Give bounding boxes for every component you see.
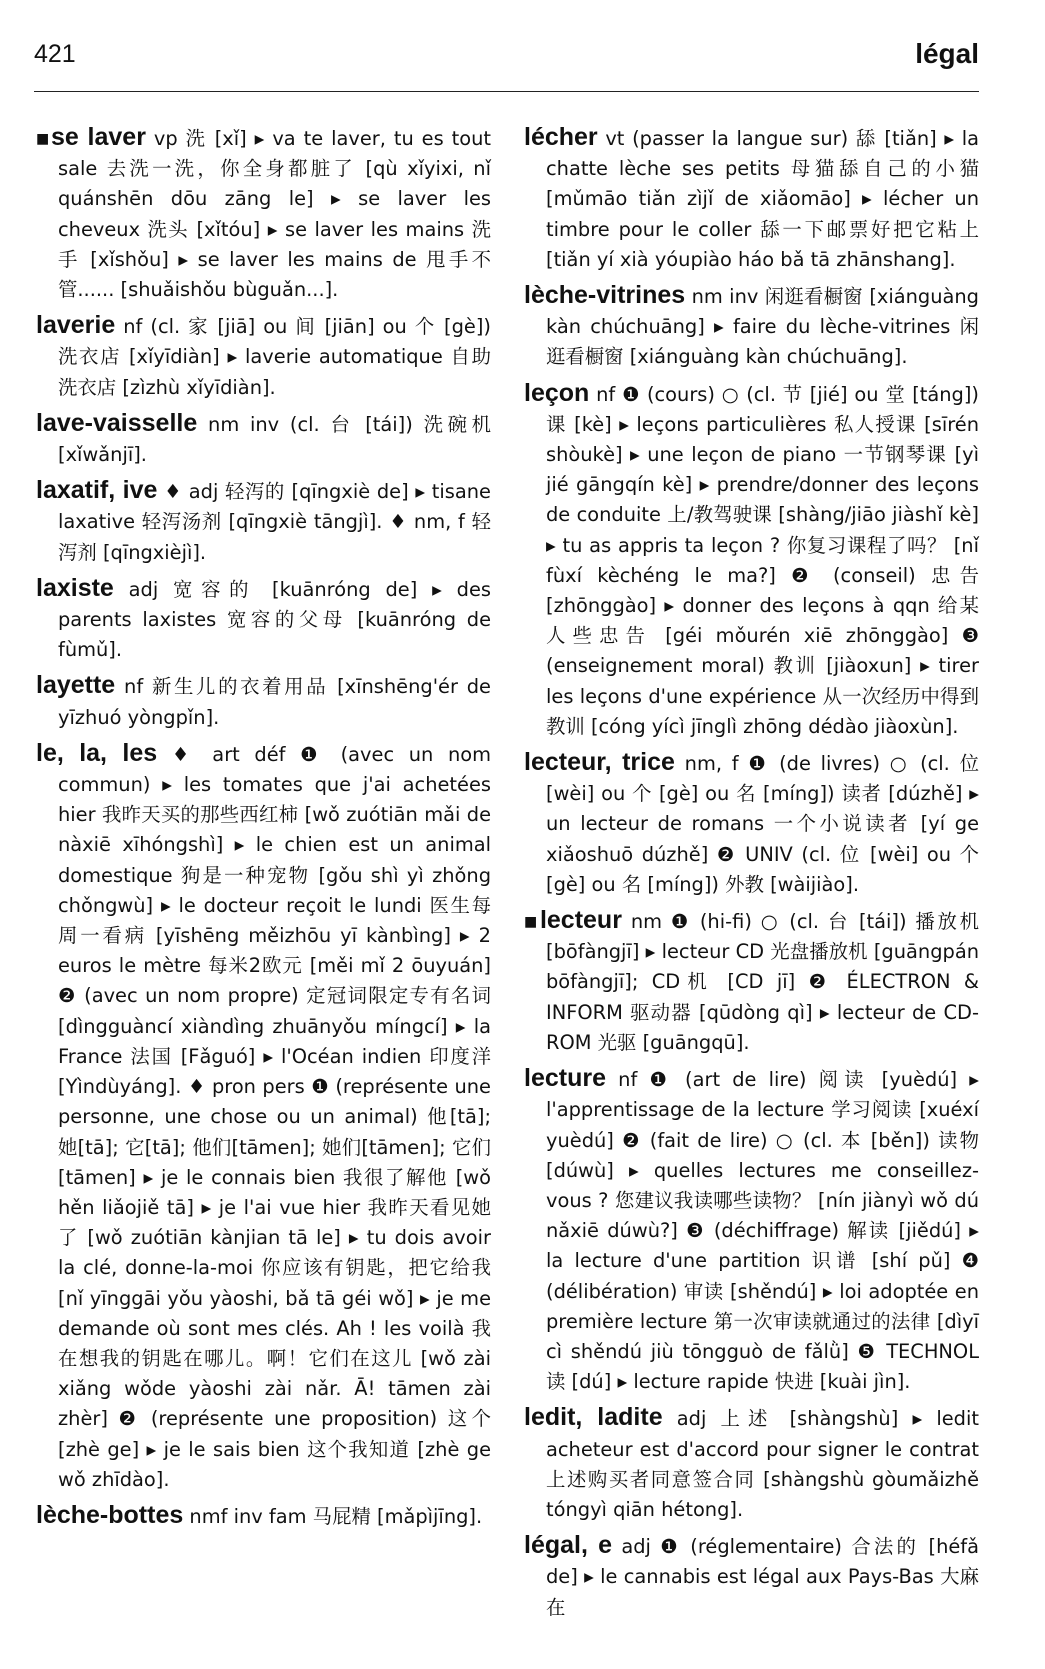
header-rule: [34, 91, 979, 92]
entry-body: nm, f ❶ (de livres) ○ (cl. 位 [wèi] ou 个 [gè] ou 名 [míng]) 读者 [dúzhě] ▸ un lecteur de romans 一个小说读者 [yí ge xiǎoshuō dúzhě] ❷ UNIV (cl. 位 [wèi] ou 个 [gè] ou 名 [míng]) 外教 [wàijiào].: [546, 752, 979, 896]
entry-headword: laxiste: [36, 573, 114, 602]
dictionary-entry: [36, 1500, 491, 1532]
entry-body: vp 洗 [xǐ] ▸ va te laver, tu es tout sale 去洗一洗，你全身都脏了 [qù xǐyixi, nǐ quánshēn dōu zāng le] ▸ se laver les cheveux 洗头 [xǐtóu] ▸ se laver les mains 洗手 [xǐshǒu] ▸ se laver les mains de 甩手不管...... [shuǎishǒu bùguǎn...].: [58, 127, 492, 302]
entry-body: adj ❶ (réglementaire) 合法的 [héfǎ de] ▸ le cannabis est légal aux Pays-Bas 大麻在: [546, 1535, 980, 1619]
entry-headword: légal, e: [524, 1531, 612, 1560]
dictionary-entry: [36, 573, 491, 666]
entry-body: adj 上述 [shàngshù] ▸ ledit acheteur est d'accord pour signer le contrat 上述购买者同意签合同 [shàngshù gòumǎizhě tóngyì qiān hétong].: [546, 1407, 979, 1521]
entry-body: ♦ adj 轻泻的 [qīngxiè de] ▸ tisane laxative 轻泻汤剂 [qīngxiè tāngjì]. ♦ nm, f 轻泻剂 [qīngxièjì].: [58, 480, 491, 564]
dictionary-entry: [524, 1530, 979, 1623]
left-column: [34, 122, 491, 1628]
dictionary-entry: [524, 1063, 979, 1397]
entry-body: nm inv (cl. 台 [tái]) 洗碗机 [xǐwǎnjī].: [58, 412, 491, 467]
entry-headword: layette: [36, 671, 116, 700]
entry-body: nf (cl. 家 [jiā] ou 间 [jiān] ou 个 [gè]) 洗衣店 [xǐyīdiàn] ▸ laverie automatique 自助洗衣店 [zìzhù xǐyīdiàn].: [58, 315, 491, 399]
dictionary-entry: [36, 310, 491, 403]
entry-headword: lèche-vitrines: [524, 281, 686, 310]
entry-body: nm ❶ (hi-fi) ○ (cl. 台 [tái]) 播放机 [bōfàngjī] ▸ lecteur CD 光盘播放机 [guāngpán bōfàngjī]; CD机 [CD jī] ❷ ÉLECTRON & INFORM 驱动器 [qūdòng qì] ▸ lecteur de CD-ROM 光驱 [guāngqū].: [546, 910, 979, 1054]
entry-body: nmf inv fam 马屁精 [mǎpìjīng].: [183, 1504, 483, 1528]
entry-headword: ledit, ladite: [524, 1403, 663, 1432]
dictionary-entry: [524, 747, 979, 900]
entry-headword: lave-vaisselle: [36, 408, 198, 437]
entry-body: nf 新生儿的衣着用品 [xīnshēng'ér de yīzhuó yòngpǐn].: [58, 675, 491, 729]
entry-headword: lèche-bottes: [36, 1500, 184, 1529]
entry-headword: lécher: [524, 123, 598, 151]
entry-body: nm inv 闲逛看橱窗 [xiánguàng kàn chúchuāng] ▸ faire du lèche-vitrines 闲逛看橱窗 [xiánguàng kàn chúchuāng].: [546, 285, 979, 369]
entry-body: vt (passer la langue sur) 舔 [tiǎn] ▸ la chatte lèche ses petits 母猫舔自己的小猫 [mǔmāo tiǎn zìjǐ de xiǎomāo] ▸ lécher un timbre pour le coller 舔一下邮票好把它粘上 [tiǎn yí xià yóupiào háo bǎ tā zhānshang].: [546, 127, 979, 271]
dictionary-entry: [524, 378, 979, 742]
dictionary-entry: [524, 122, 979, 275]
dictionary-entry: [36, 408, 491, 470]
running-head: légal: [915, 38, 979, 69]
entry-headword: leçon: [524, 378, 590, 407]
dictionary-entry: [36, 475, 491, 568]
dictionary-entry: [524, 905, 979, 1058]
right-column: [524, 122, 979, 1628]
dictionary-entry: [524, 280, 979, 373]
entry-body: nf ❶ (cours) ○ (cl. 节 [jié] ou 堂 [táng]) 课 [kè] ▸ leçons particulières 私人授课 [sīrén shòukè] ▸ une leçon de piano 一节钢琴课 [yì jié gāngqín kè] ▸ prendre/donner des leçons de conduite 上/教驾驶课 [shàng/jiāo jiàshǐ kè] ▸ tu as appris ta leçon ? 你复习课程了吗？ [nǐ fùxí kèchéng le ma?] ❷ (conseil) 忠告 [zhōnggào] ▸ donner des leçons à qqn 给某人些忠告 [géi mǒurén xiē zhōnggào] ❸ (enseignement moral) 教训 [jiàoxun] ▸ tirer les leçons d'une expérience 从一次经历中得到教训 [cóng yícì jīnglì zhōng dédào jiàoxùn].: [546, 382, 979, 738]
dictionary-entry: [36, 738, 491, 1495]
entry-body: nf ❶ (art de lire) 阅读 [yuèdú] ▸ l'apprentissage de la lecture 学习阅读 [xuéxí yuèdú] ❷ (fait de lire) ○ (cl. 本 [běn]) 读物 [dúwù] ▸ quelles lectures me conseillez-vous ? 您建议我读哪些读物？ [nín jiànyì wǒ dú nǎxiē dúwù?] ❸ (déchiffrage) 解读 [jiědú] ▸ la lecture d'une partition 识谱 [shí pǔ] ❹ (délibération) 审读 [shěndú] ▸ loi adoptée en première lecture 第一次审读就通过的法律 [dìyī cì shěndú jiù tōngguò de fǎlǜ] ❺ TECHNOL 读 [dú] ▸ lecture rapide 快进 [kuài jìn].: [546, 1068, 979, 1394]
entry-headword: laxatif, ive: [36, 476, 158, 505]
entry-headword: lecture: [524, 1064, 606, 1093]
entry-headword: lecteur: [539, 906, 622, 935]
entry-headword: lecteur, trice: [524, 748, 675, 777]
entry-marker: ■: [524, 914, 540, 931]
entry-headword: se laver: [51, 123, 146, 151]
dictionary-columns: [34, 122, 979, 1628]
entry-body: adj 宽容的 [kuānróng de] ▸ des parents laxistes 宽容的父母 [kuānróng de fùmǔ].: [58, 577, 491, 662]
entry-body: ♦ art déf ❶ (avec un nom commun) ▸ les tomates que j'ai achetées hier 我昨天买的那些西红柿 [wǒ zuótiān mǎi de nàxiē xīhóngshì] ▸ le chien est un animal domestique 狗是一种宠物 [gǒu shì yì zhǒng chǒngwù] ▸ le docteur reçoit le lundi 医生每周一看病 [yīshēng měizhōu yī kànbìng] ▸ 2 euros le mètre 每米2欧元 [měi mǐ 2 ōuyuán] ❷ (avec un nom propre) 定冠词限定专有名词 [dìngguàncí xiàndìng zhuānyǒu míngcí] ▸ la France 法国 [Fǎguó] ▸ l'Océan indien 印度洋 [Yìndùyáng]. ♦ pron pers ❶ (représente une personne, une chose ou un animal) 他[tā]; 她[tā]; 它[tā]; 他们[tāmen]; 她们[tāmen]; 它们[tāmen] ▸ je le connais bien 我很了解他 [wǒ hěn liǎojiě tā] ▸ je l'ai vue hier 我昨天看见她了 [wǒ zuótiān kànjian tā le] ▸ tu dois avoir la clé, donne-la-moi 你应该有钥匙，把它给我 [nǐ yīnggāi yǒu yàoshi, bǎ tā géi wǒ] ▸ je me demande où sont mes clés. Ah ! les voilà 我在想我的钥匙在哪儿。啊！它们在这儿 [wǒ zài xiǎng wǒde yàoshi zài nǎr. Ā! tāmen zài zhèr] ❷ (représente une proposition) 这个 [zhè ge] ▸ je le sais bien 这个我知道 [zhè ge wǒ zhīdào].: [58, 742, 491, 1491]
entry-headword: laverie: [36, 311, 116, 340]
dictionary-entry: [524, 1402, 979, 1525]
entry-headword: le, la, les: [36, 738, 158, 767]
dictionary-entry: [36, 670, 491, 732]
entry-marker: ■: [36, 131, 52, 147]
dictionary-entry: [36, 122, 491, 305]
page-number: 421: [34, 40, 76, 68]
